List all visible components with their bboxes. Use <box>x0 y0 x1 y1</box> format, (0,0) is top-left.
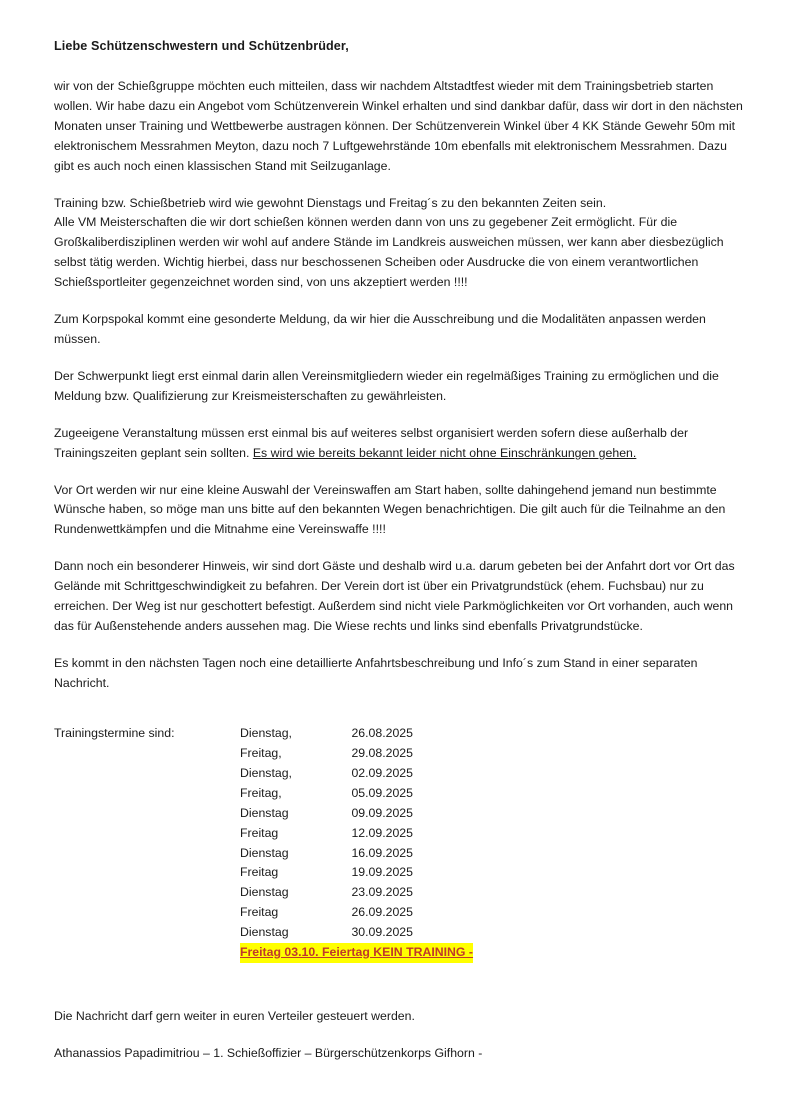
schedule-table <box>240 724 473 963</box>
schedule-day: Dienstag <box>240 925 289 940</box>
schedule-day: Freitag <box>240 865 279 880</box>
paragraph-korpspokal: Zum Korpspokal kommt eine gesonderte Meldung, da wir hier die Ausschreibung und die Modalitäten anpassen werden müssen. <box>54 312 706 346</box>
table-row <box>240 863 473 883</box>
schedule-day: Freitag, <box>240 745 282 760</box>
training-schedule <box>54 724 746 963</box>
salutation-comma: , <box>345 39 349 53</box>
schedule-day: Dienstag <box>240 805 289 820</box>
table-row <box>240 724 473 744</box>
table-row <box>240 844 473 864</box>
table-row <box>240 903 473 923</box>
page-bottom-margin <box>0 1083 800 1099</box>
document-body <box>54 38 746 1081</box>
schedule-day: Dienstag <box>240 885 289 900</box>
paragraph-club-weapons: Vor Ort werden wir nur eine kleine Auswahl der Vereinswaffen am Start haben, sollte dahingehend jemand nun bestimmte Wünsche haben, so möge man uns bitte auf den bekannten Wegen benachrichtigen. Die gilt auch für die Teilnahme an den Rundenwettkämpfen und die Mitnahme eine Vereinswaffe !!!! <box>54 482 726 537</box>
schedule-date: 30.09.2025 <box>351 925 413 940</box>
schedule-highlight-text: Freitag 03.10. Feiertag KEIN TRAINING - <box>240 943 473 963</box>
schedule-date: 29.08.2025 <box>351 745 413 760</box>
paragraph-own-events <box>54 424 746 464</box>
salutation-text: Liebe Schützenschwestern und Schützenbrüder <box>54 39 346 53</box>
table-row <box>240 923 473 943</box>
paragraph-arrival-notice: Dann noch ein besonderer Hinweis, wir sind dort Gäste und deshalb wird u.a. darum gebeten bei der Anfahrt dort vor Ort das Gelände mit Schrittgeschwindigkeit zu befahren. Der Verein dort ist über ein Privatgrundstück (ehem. Fuchsbau) nur zu erreichen. Der Weg ist nur geschottert befestigt. Außerdem sind nicht viele Parkmöglichkeiten vor Ort vorhanden, auch wenn das für Außenstehende anders aussehen mag. Die Wiese rechts und links sind ebenfalls Privatgrundstücke. <box>54 559 735 633</box>
schedule-date: 12.09.2025 <box>351 825 413 840</box>
table-row <box>240 804 473 824</box>
schedule-label: Trainingstermine sind: <box>54 725 175 740</box>
own-events-lead: Zugeeigene Veranstaltung müssen erst einmal bis auf weiteres selbst organisiert werden sofern diese außerhalb der Trainingszeiten geplant sein sollten. <box>54 425 689 460</box>
table-row <box>240 784 473 804</box>
schedule-day: Freitag, <box>240 785 282 800</box>
paragraph-training-times: Training bzw. Schießbetrieb wird wie gewohnt Dienstags und Freitag´s zu den bekannten Zeiten sein. <box>54 195 607 210</box>
table-row <box>240 764 473 784</box>
page-top-margin <box>0 0 800 16</box>
paragraph-focus: Der Schwerpunkt liegt erst einmal darin allen Vereinsmitgliedern wieder ein regelmäßiges Training zu ermöglichen und die Meldung bzw. Qualifizierung zur Kreismeisterschaften zu gewährleisten. <box>54 368 719 403</box>
schedule-day: Freitag <box>240 905 279 920</box>
schedule-day: Freitag <box>240 825 279 840</box>
schedule-date: 19.09.2025 <box>351 865 413 880</box>
table-row <box>240 883 473 903</box>
schedule-date: 05.09.2025 <box>351 785 413 800</box>
schedule-date: 09.09.2025 <box>351 805 413 820</box>
schedule-date: 23.09.2025 <box>351 885 413 900</box>
schedule-day: Dienstag <box>240 845 289 860</box>
schedule-date: 16.09.2025 <box>351 845 413 860</box>
paragraph-championships: Alle VM Meisterschaften die wir dort schießen können werden dann von uns zu gegebener Zeit ermöglicht. Für die Großkaliberdisziplinen werden wir wohl auf andere Stände im Landkreis ausweichen müssen, wer kann aber diesbezüglich selbst tätig werden. Wichtig hierbei, dass nur beschossenen Scheiben oder Ausdrucke die von einem verantwortlichen Schießsportleiter gegenzeichnet worden sind, von uns akzeptiert werden !!!! <box>54 215 724 290</box>
schedule-date: 26.08.2025 <box>351 726 413 741</box>
signature: Athanassios Papadimitriou – 1. Schießoffizier – Bürgerschützenkorps Gifhorn - <box>54 1045 483 1060</box>
schedule-highlight-row <box>240 943 473 963</box>
own-events-underlined: Es wird wie bereits bekannt leider nicht ohne Einschränkungen gehen. <box>252 445 637 460</box>
paragraph-followup-info: Es kommt in den nächsten Tagen noch eine detaillierte Anfahrtsbeschreibung und Info´s zum Stand in einer separaten Nachricht. <box>54 655 698 690</box>
schedule-date: 26.09.2025 <box>351 905 413 920</box>
schedule-day: Dienstag, <box>240 765 292 780</box>
closing-block <box>54 1007 746 1064</box>
schedule-date: 02.09.2025 <box>351 765 413 780</box>
closing-note: Die Nachricht darf gern weiter in euren Verteiler gesteuert werden. <box>54 1008 415 1023</box>
schedule-day: Dienstag, <box>240 726 292 741</box>
salutation <box>54 38 746 55</box>
paragraph-intro: wir von der Schießgruppe möchten euch mitteilen, dass wir nachdem Altstadtfest wieder mit dem Trainingsbetrieb starten wollen. Wir habe dazu ein Angebot vom Schützenverein Winkel erhalten und sind dankbar dafür, dass wir dort in den nächsten Monaten unser Training und Wettbewerbe austragen können. Der Schützenverein Winkel über 4 KK Stände Gewehr 50m mit elektronischem Messrahmen Meyton, dazu noch 7 Luftgewehrstände 10m ebenfalls mit elektronischem Messrahmen. Dazu gibt es auch noch einen klassischen Stand mit Seilzuganlage. <box>54 79 743 173</box>
table-row <box>240 824 473 844</box>
table-row <box>240 744 473 764</box>
